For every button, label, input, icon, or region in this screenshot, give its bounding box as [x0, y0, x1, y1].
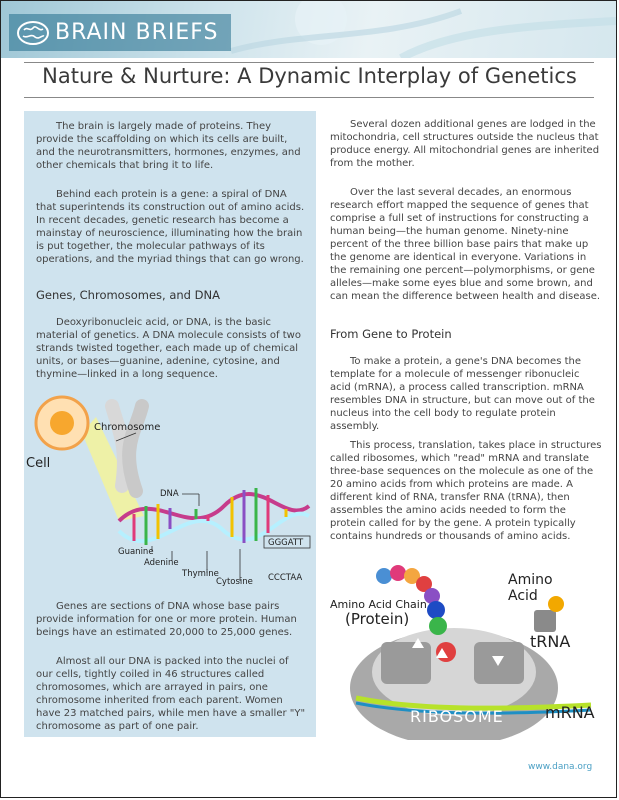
label-ribosome: RIBOSOME — [410, 707, 504, 726]
label-sequence-top: GGGATT — [268, 538, 304, 548]
label-acid: Acid — [508, 588, 538, 604]
label-guanine: Guanine — [118, 547, 154, 557]
label-amino: Amino — [508, 572, 553, 588]
page-title: Nature & Nurture: A Dynamic Interplay of Genetics — [42, 64, 577, 88]
label-sequence-bottom: CCCTAA — [268, 573, 303, 583]
label-dna: DNA — [160, 489, 179, 499]
chromosome-arm-2 — [129, 406, 142, 491]
label-amino-acid-chain: Amino Acid Chain — [330, 598, 427, 611]
label-mrna: mRNA — [545, 703, 595, 722]
label-trna: tRNA — [530, 632, 571, 651]
label-thymine: Thymine — [182, 569, 219, 579]
heading-gene-to-protein: From Gene to Protein — [330, 327, 452, 341]
footer-website-link[interactable]: www.dana.org — [528, 762, 593, 772]
right-paragraph-2: Over the last several decades, an enormous research effort mapped the sequence of genes that comprise a full set of instructions for constructing a human being—the human genome. Ninety-nine percent of the three billion base pairs that make up the genome are identical in everyone. Variations in the remaining one percent—polymorphisms, or gene alleles—make some eyes blue and some brown, and can mean the difference between health and disease. — [330, 187, 601, 302]
label-chromosome: Chromosome — [94, 422, 161, 433]
title-rule-top — [24, 62, 594, 63]
right-paragraph-3: To make a protein, a gene's DNA becomes the template for a molecule of messenger ribonucleic acid (mRNA), a process called transcription. mRNA resembles DNA in structure, but can move out of the nucleus into the cell body to regulate protein assembly. — [330, 356, 595, 432]
banner-title: BRAIN BRIEFS — [55, 20, 219, 45]
banner — [1, 1, 616, 58]
label-cytosine: Cytosine — [216, 577, 253, 587]
label-adenine: Adenine — [144, 558, 179, 568]
label-protein: (Protein) — [345, 610, 410, 628]
ribosome-site-left — [381, 642, 431, 684]
brain-icon — [15, 18, 51, 48]
label-cell: Cell — [26, 456, 51, 471]
right-paragraph-4: This process, translation, takes place in structures called ribosomes, which "read" mRNA and translate three-base sequences on the molecule as one of the 20 amino acids from which proteins are made. A different kind of RNA, transfer RNA (tRNA), then assembles the amino acids needed to form the protein called for by the gene. A protein typically contains hundreds or thousands of amino acids. — [330, 440, 602, 542]
title-rule-bottom — [24, 97, 594, 98]
left-paragraph-3: Deoxyribonucleic acid, or DNA, is the basic material of genetics. A DNA molecule consists of two strands twisted together, each made up of chemical units, or bases—guanine, adenine, cytosine, and thymine—linked in a long sequence. — [36, 317, 301, 380]
left-paragraph-1: The brain is largely made of proteins. They provide the scaffolding on which its cells are built, and the neurotransmitters, hormones, enzymes, and other chemicals that bring it to life. — [36, 121, 301, 171]
heading-genes-chromosomes-dna: Genes, Chromosomes, and DNA — [36, 288, 220, 302]
left-paragraph-5: Almost all our DNA is packed into the nuclei of our cells, tightly coiled in 46 structures called chromosomes, which are arrayed in pairs, one chromosome inherited from each parent. Women have 23 matched pairs, while men have a smaller "Y" chromosome as part of one pair. — [36, 656, 306, 732]
cell-nucleus — [50, 411, 74, 435]
right-paragraph-1: Several dozen additional genes are lodged in the mitochondria, cell structures outside the nucleus that produce energy. All mitochondrial genes are inherited from the mother. — [330, 119, 600, 169]
trna-molecule — [534, 596, 564, 632]
left-paragraph-4: Genes are sections of DNA whose base pairs provide information for one or more protein. Human beings have an estimated 20,000 to 25,000 genes. — [36, 601, 297, 638]
left-paragraph-2: Behind each protein is a gene: a spiral of DNA that superintends its construction out of amino acids. In recent decades, genetic research has become a mainstay of neuroscience, illuminating how the brain is put together, the molecular pathways of its operations, and the myriad things that can go wrong. — [36, 189, 305, 265]
left-sidebar — [24, 111, 316, 737]
banner-tag — [9, 14, 231, 51]
